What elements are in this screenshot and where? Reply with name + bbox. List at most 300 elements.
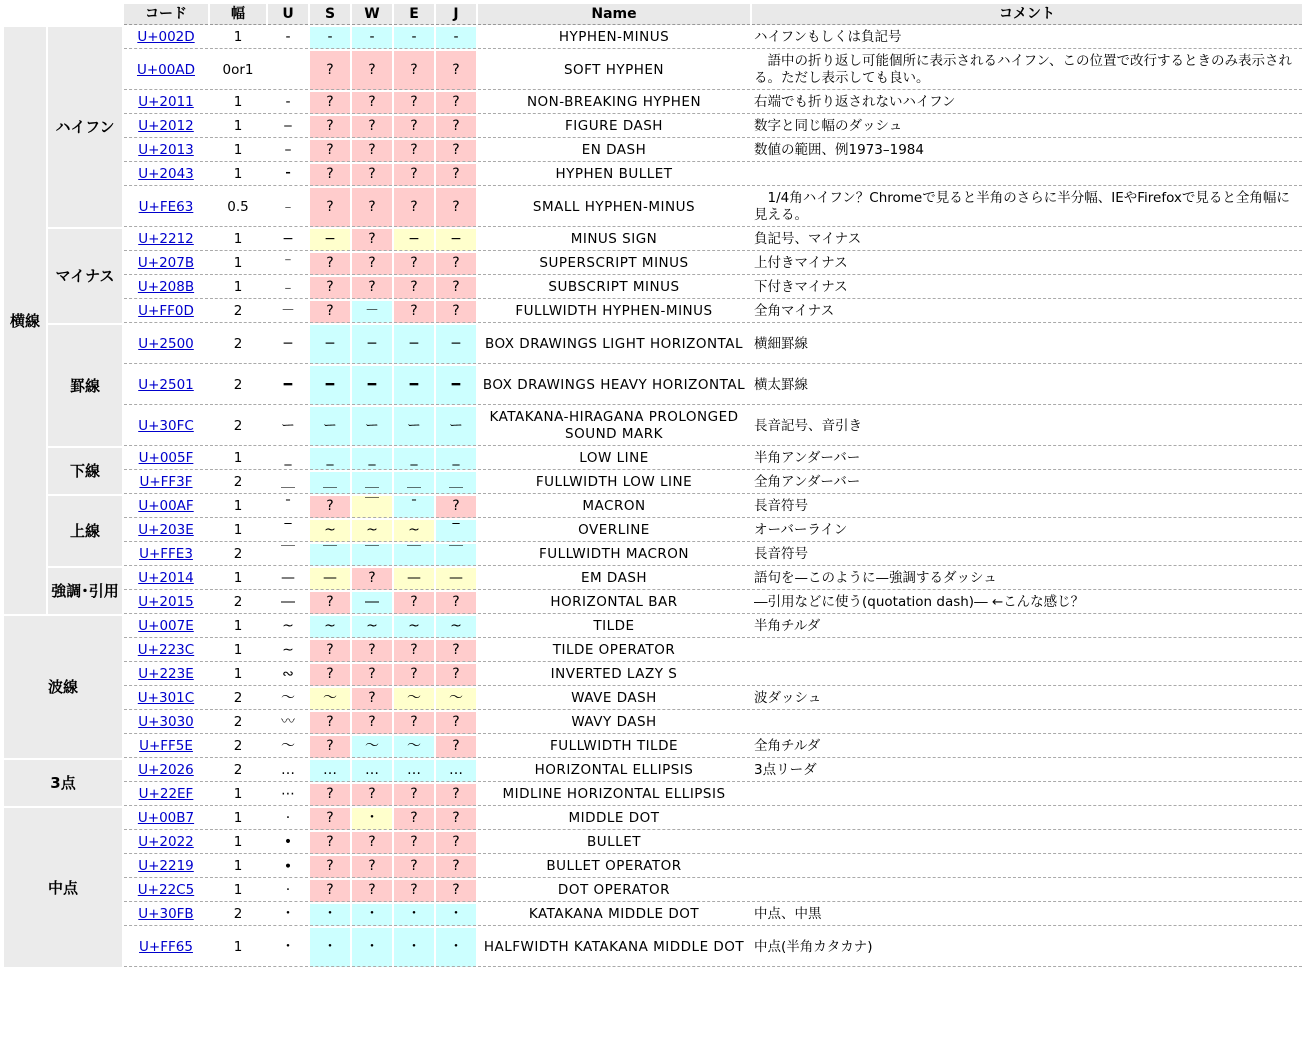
glyph-u: ￣ bbox=[268, 544, 308, 566]
table-row bbox=[4, 736, 1302, 758]
glyph-s: ? bbox=[310, 784, 350, 806]
glyph-w: ￣ bbox=[352, 544, 392, 566]
code-cell bbox=[124, 325, 208, 364]
table-row bbox=[4, 366, 1302, 405]
width-cell: 1 bbox=[210, 784, 266, 806]
glyph-j: ? bbox=[436, 808, 476, 830]
glyph-j: ? bbox=[436, 880, 476, 902]
glyph-e: ? bbox=[394, 164, 434, 186]
glyph-u: ― bbox=[268, 592, 308, 614]
comment-cell: 横太罫線 bbox=[752, 366, 1302, 405]
glyph-u: • bbox=[268, 832, 308, 854]
code-link[interactable]: U+2026 bbox=[138, 762, 194, 778]
char-name: BULLET OPERATOR bbox=[478, 856, 750, 878]
subgroup-label: ハイフン bbox=[48, 27, 122, 227]
glyph-e: 〜 bbox=[394, 688, 434, 710]
glyph-s: ･ bbox=[310, 928, 350, 967]
code-link[interactable]: U+2013 bbox=[138, 142, 194, 158]
glyph-j: ? bbox=[436, 496, 476, 518]
code-link[interactable]: U+30FB bbox=[138, 906, 194, 922]
comment-cell: 3点リーダ bbox=[752, 760, 1302, 782]
glyph-s: ? bbox=[310, 856, 350, 878]
glyph-u: ¯ bbox=[268, 496, 308, 518]
glyph-w: ￣ bbox=[352, 496, 392, 518]
glyph-u: ⁃ bbox=[268, 164, 308, 186]
width-cell: 1 bbox=[210, 140, 266, 162]
glyph-u: ～ bbox=[268, 736, 308, 758]
glyph-s: − bbox=[310, 229, 350, 251]
table-row bbox=[4, 472, 1302, 494]
subgroup-label: 罫線 bbox=[48, 325, 122, 446]
glyph-u: – bbox=[268, 140, 308, 162]
code-link[interactable]: U+FF5E bbox=[139, 738, 193, 754]
table-row bbox=[4, 808, 1302, 830]
glyph-j: … bbox=[436, 760, 476, 782]
table-row bbox=[4, 640, 1302, 662]
comment-cell: 波ダッシュ bbox=[752, 688, 1302, 710]
glyph-j: ? bbox=[436, 712, 476, 734]
width-cell: 2 bbox=[210, 407, 266, 446]
glyph-j: ? bbox=[436, 188, 476, 227]
header-width: 幅 bbox=[210, 4, 266, 25]
char-name: SUBSCRIPT MINUS bbox=[478, 277, 750, 299]
glyph-s: ? bbox=[310, 277, 350, 299]
glyph-s: ? bbox=[310, 116, 350, 138]
glyph-w: ? bbox=[352, 784, 392, 806]
glyph-e: ･ bbox=[394, 928, 434, 967]
code-cell bbox=[124, 592, 208, 614]
glyph-w: ? bbox=[352, 116, 392, 138]
header-row bbox=[4, 4, 1302, 25]
width-cell: 2 bbox=[210, 472, 266, 494]
code-cell bbox=[124, 51, 208, 90]
char-name: OVERLINE bbox=[478, 520, 750, 542]
glyph-u: ∙ bbox=[268, 856, 308, 878]
glyph-j: — bbox=[436, 568, 476, 590]
subgroup-label: マイナス bbox=[48, 229, 122, 323]
glyph-u bbox=[268, 51, 308, 90]
table-row bbox=[4, 712, 1302, 734]
glyph-j: ─ bbox=[436, 325, 476, 364]
glyph-w: ? bbox=[352, 568, 392, 590]
table-row bbox=[4, 448, 1302, 470]
code-link[interactable]: U+2015 bbox=[138, 594, 194, 610]
glyph-e: − bbox=[394, 229, 434, 251]
code-cell bbox=[124, 229, 208, 251]
table-row bbox=[4, 188, 1302, 227]
header-w: W bbox=[352, 4, 392, 25]
char-name: HORIZONTAL ELLIPSIS bbox=[478, 760, 750, 782]
code-link[interactable]: U+22C5 bbox=[137, 882, 195, 898]
comment-cell bbox=[752, 664, 1302, 686]
glyph-s: ? bbox=[310, 92, 350, 114]
table-row bbox=[4, 904, 1302, 926]
char-name: LOW LINE bbox=[478, 448, 750, 470]
code-cell bbox=[124, 116, 208, 138]
glyph-e: ? bbox=[394, 880, 434, 902]
comment-cell bbox=[752, 856, 1302, 878]
glyph-e: - bbox=[394, 27, 434, 49]
char-name: FIGURE DASH bbox=[478, 116, 750, 138]
group-label: 3点 bbox=[4, 760, 122, 806]
char-name: MACRON bbox=[478, 496, 750, 518]
comment-cell: 半角チルダ bbox=[752, 616, 1302, 638]
code-link[interactable]: U+FF3F bbox=[139, 474, 193, 490]
glyph-u: ∼ bbox=[268, 640, 308, 662]
table-row bbox=[4, 325, 1302, 364]
table-body bbox=[4, 27, 1302, 967]
glyph-s: 〜 bbox=[310, 688, 350, 710]
width-cell: 2 bbox=[210, 736, 266, 758]
table-row bbox=[4, 592, 1302, 614]
code-link[interactable]: U+2022 bbox=[138, 834, 194, 850]
glyph-w: ? bbox=[352, 140, 392, 162]
glyph-u: ‑ bbox=[268, 92, 308, 114]
width-cell: 1 bbox=[210, 808, 266, 830]
code-link[interactable]: U+2212 bbox=[138, 231, 194, 247]
code-link[interactable]: U+3030 bbox=[138, 714, 194, 730]
glyph-j: ・ bbox=[436, 904, 476, 926]
glyph-u: - bbox=[268, 27, 308, 49]
header-s: S bbox=[310, 4, 350, 25]
glyph-j: ? bbox=[436, 640, 476, 662]
glyph-w: ? bbox=[352, 92, 392, 114]
glyph-u: … bbox=[268, 760, 308, 782]
code-cell bbox=[124, 568, 208, 590]
glyph-j: - bbox=[436, 27, 476, 49]
glyph-e: ¯ bbox=[394, 496, 434, 518]
char-name: SMALL HYPHEN-MINUS bbox=[478, 188, 750, 227]
width-cell: 1 bbox=[210, 229, 266, 251]
glyph-j: ? bbox=[436, 784, 476, 806]
glyph-j: ? bbox=[436, 92, 476, 114]
glyph-s: ? bbox=[310, 496, 350, 518]
table-row bbox=[4, 51, 1302, 90]
code-link[interactable]: U+FE63 bbox=[138, 198, 194, 215]
glyph-u: ∾ bbox=[268, 664, 308, 686]
glyph-s: ? bbox=[310, 188, 350, 227]
code-link[interactable]: U+301C bbox=[137, 690, 195, 706]
code-cell bbox=[124, 904, 208, 926]
width-cell: 1 bbox=[210, 568, 266, 590]
code-link[interactable]: U+FFE3 bbox=[139, 546, 193, 562]
glyph-e: ? bbox=[394, 640, 434, 662]
glyph-w: ? bbox=[352, 712, 392, 734]
glyph-s: ー bbox=[310, 407, 350, 446]
glyph-s: ? bbox=[310, 832, 350, 854]
width-cell: 2 bbox=[210, 544, 266, 566]
subgroup-label: 強調･引用 bbox=[48, 568, 122, 614]
glyph-j: ━ bbox=[436, 366, 476, 405]
glyph-w: ー bbox=[352, 407, 392, 446]
code-cell bbox=[124, 520, 208, 542]
code-link[interactable]: U+2219 bbox=[138, 858, 194, 874]
code-cell bbox=[124, 664, 208, 686]
glyph-u: ⋅ bbox=[268, 880, 308, 902]
code-link[interactable]: U+00AF bbox=[138, 498, 194, 514]
code-link[interactable]: U+005F bbox=[138, 450, 194, 466]
code-cell bbox=[124, 164, 208, 186]
code-cell bbox=[124, 832, 208, 854]
width-cell: 1 bbox=[210, 448, 266, 470]
code-cell bbox=[124, 407, 208, 446]
comment-cell: 1/4角ハイフン？Chromeで見ると半角のさらに半分幅、IEやFirefoxで見ると全角幅に見える。 bbox=[752, 188, 1302, 227]
glyph-u: ━ bbox=[268, 366, 308, 405]
glyph-s: ? bbox=[310, 51, 350, 90]
glyph-s: ? bbox=[310, 736, 350, 758]
code-link[interactable]: U+2501 bbox=[138, 376, 194, 393]
glyph-e: ? bbox=[394, 856, 434, 878]
glyph-j: ー bbox=[436, 407, 476, 446]
width-cell: 1 bbox=[210, 880, 266, 902]
comment-cell: 右端でも折り返されないハイフン bbox=[752, 92, 1302, 114]
code-link[interactable]: U+007E bbox=[138, 618, 194, 634]
glyph-e: ～ bbox=[394, 736, 434, 758]
code-cell bbox=[124, 640, 208, 662]
table-row bbox=[4, 116, 1302, 138]
comment-cell: 語句を—このように—強調するダッシュ bbox=[752, 568, 1302, 590]
glyph-s: ￣ bbox=[310, 544, 350, 566]
char-name: FULLWIDTH MACRON bbox=[478, 544, 750, 566]
glyph-s: ・ bbox=[310, 904, 350, 926]
code-link[interactable]: U+FF65 bbox=[139, 938, 193, 955]
glyph-e: ? bbox=[394, 832, 434, 854]
char-name: MIDDLE DOT bbox=[478, 808, 750, 830]
glyph-s: ? bbox=[310, 712, 350, 734]
glyph-w: ? bbox=[352, 229, 392, 251]
comment-cell: 半角アンダーバー bbox=[752, 448, 1302, 470]
width-cell: 2 bbox=[210, 760, 266, 782]
width-cell: 1 bbox=[210, 164, 266, 186]
glyph-j: ￣ bbox=[436, 544, 476, 566]
code-link[interactable]: U+30FC bbox=[138, 417, 194, 434]
table-row bbox=[4, 496, 1302, 518]
char-name: HORIZONTAL BAR bbox=[478, 592, 750, 614]
glyph-u: ・ bbox=[268, 904, 308, 926]
glyph-e: ? bbox=[394, 664, 434, 686]
glyph-u: 〰 bbox=[268, 712, 308, 734]
table-row bbox=[4, 544, 1302, 566]
code-link[interactable]: U+22EF bbox=[138, 786, 194, 802]
glyph-u: − bbox=[268, 229, 308, 251]
comment-cell bbox=[752, 832, 1302, 854]
code-cell bbox=[124, 92, 208, 114]
char-name: INVERTED LAZY S bbox=[478, 664, 750, 686]
glyph-j: ? bbox=[436, 140, 476, 162]
char-name: FULLWIDTH TILDE bbox=[478, 736, 750, 758]
header-code: コード bbox=[124, 4, 208, 25]
glyph-w: ━ bbox=[352, 366, 392, 405]
glyph-w: ? bbox=[352, 832, 392, 854]
glyph-e: ー bbox=[394, 407, 434, 446]
glyph-w: ＿ bbox=[352, 472, 392, 494]
table-row bbox=[4, 784, 1302, 806]
code-cell bbox=[124, 253, 208, 275]
group-label: 波線 bbox=[4, 616, 122, 758]
char-name: EN DASH bbox=[478, 140, 750, 162]
glyph-u: ~ bbox=[268, 616, 308, 638]
code-link[interactable]: U+2500 bbox=[138, 335, 194, 352]
glyph-s: ─ bbox=[310, 325, 350, 364]
glyph-e: … bbox=[394, 760, 434, 782]
glyph-u: ﹣ bbox=[268, 188, 308, 227]
width-cell: 1 bbox=[210, 832, 266, 854]
char-name: HYPHEN BULLET bbox=[478, 164, 750, 186]
glyph-u: ＿ bbox=[268, 472, 308, 494]
width-cell: 1 bbox=[210, 27, 266, 49]
glyph-w: － bbox=[352, 301, 392, 323]
table-row bbox=[4, 856, 1302, 878]
char-name: SOFT HYPHEN bbox=[478, 51, 750, 90]
comment-cell bbox=[752, 784, 1302, 806]
glyph-s: ? bbox=[310, 592, 350, 614]
glyph-e: ? bbox=[394, 253, 434, 275]
glyph-w: ･ bbox=[352, 928, 392, 967]
code-cell bbox=[124, 448, 208, 470]
glyph-w: ? bbox=[352, 688, 392, 710]
glyph-w: ? bbox=[352, 164, 392, 186]
glyph-e: ━ bbox=[394, 366, 434, 405]
width-cell: 1 bbox=[210, 856, 266, 878]
char-name: WAVY DASH bbox=[478, 712, 750, 734]
glyph-j: ? bbox=[436, 51, 476, 90]
glyph-e: ￣ bbox=[394, 544, 434, 566]
glyph-j: ? bbox=[436, 253, 476, 275]
char-name: HALFWIDTH KATAKANA MIDDLE DOT bbox=[478, 928, 750, 967]
glyph-u: _ bbox=[268, 448, 308, 470]
glyph-e: ? bbox=[394, 301, 434, 323]
char-name: EM DASH bbox=[478, 568, 750, 590]
glyph-e: _ bbox=[394, 448, 434, 470]
code-cell bbox=[124, 856, 208, 878]
width-cell: 2 bbox=[210, 688, 266, 710]
comment-cell: 長音符号 bbox=[752, 544, 1302, 566]
glyph-w: ― bbox=[352, 592, 392, 614]
code-link[interactable]: U+00AD bbox=[136, 61, 195, 78]
glyph-w: _ bbox=[352, 448, 392, 470]
table-row bbox=[4, 301, 1302, 323]
code-cell bbox=[124, 472, 208, 494]
width-cell: 1 bbox=[210, 640, 266, 662]
code-link[interactable]: U+002D bbox=[137, 29, 195, 45]
glyph-u: ‾ bbox=[268, 520, 308, 542]
glyph-u: ⁻ bbox=[268, 253, 308, 275]
glyph-s: ~ bbox=[310, 616, 350, 638]
comment-cell: 数値の範囲、例1973–1984 bbox=[752, 140, 1302, 162]
code-cell bbox=[124, 736, 208, 758]
glyph-e: ? bbox=[394, 592, 434, 614]
code-link[interactable]: U+FF0D bbox=[138, 303, 194, 319]
glyph-s: ＿ bbox=[310, 472, 350, 494]
table-row bbox=[4, 277, 1302, 299]
header-blank bbox=[48, 4, 122, 25]
code-link[interactable]: U+00B7 bbox=[137, 810, 195, 826]
glyph-w: ･ bbox=[352, 808, 392, 830]
code-link[interactable]: U+208B bbox=[137, 279, 195, 295]
table-row bbox=[4, 92, 1302, 114]
comment-cell bbox=[752, 880, 1302, 902]
char-name: MIDLINE HORIZONTAL ELLIPSIS bbox=[478, 784, 750, 806]
header-u: U bbox=[268, 4, 308, 25]
glyph-e: ? bbox=[394, 140, 434, 162]
glyph-j: ? bbox=[436, 592, 476, 614]
char-name: KATAKANA MIDDLE DOT bbox=[478, 904, 750, 926]
glyph-w: ? bbox=[352, 51, 392, 90]
glyph-u: ─ bbox=[268, 325, 308, 364]
glyph-j: ? bbox=[436, 116, 476, 138]
char-name: FULLWIDTH LOW LINE bbox=[478, 472, 750, 494]
code-link[interactable]: U+203E bbox=[138, 522, 194, 538]
code-link[interactable]: U+207B bbox=[137, 255, 195, 271]
subgroup-label: 下線 bbox=[48, 448, 122, 494]
width-cell: 1 bbox=[210, 116, 266, 138]
comment-cell: 全角アンダーバー bbox=[752, 472, 1302, 494]
glyph-e: — bbox=[394, 568, 434, 590]
char-name: NON-BREAKING HYPHEN bbox=[478, 92, 750, 114]
glyph-j: ? bbox=[436, 301, 476, 323]
glyph-u: － bbox=[268, 301, 308, 323]
glyph-u: — bbox=[268, 568, 308, 590]
glyph-s: … bbox=[310, 760, 350, 782]
table-row bbox=[4, 616, 1302, 638]
glyph-u: ー bbox=[268, 407, 308, 446]
comment-cell bbox=[752, 164, 1302, 186]
glyph-j: ? bbox=[436, 736, 476, 758]
char-name: BOX DRAWINGS LIGHT HORIZONTAL bbox=[478, 325, 750, 364]
glyph-u: 〜 bbox=[268, 688, 308, 710]
glyph-j: 〜 bbox=[436, 688, 476, 710]
code-link[interactable]: U+2014 bbox=[138, 570, 194, 586]
code-link[interactable]: U+2012 bbox=[138, 118, 194, 134]
comment-cell bbox=[752, 712, 1302, 734]
code-link[interactable]: U+223E bbox=[138, 666, 194, 682]
glyph-u: ⋯ bbox=[268, 784, 308, 806]
comment-cell: 負記号、マイナス bbox=[752, 229, 1302, 251]
width-cell: 1 bbox=[210, 496, 266, 518]
glyph-e: ─ bbox=[394, 325, 434, 364]
table-row bbox=[4, 407, 1302, 446]
comment-cell: 全角チルダ bbox=[752, 736, 1302, 758]
glyph-e: ? bbox=[394, 188, 434, 227]
glyph-w: ・ bbox=[352, 904, 392, 926]
code-cell bbox=[124, 140, 208, 162]
glyph-s: ~ bbox=[310, 520, 350, 542]
comment-cell: 語中の折り返し可能個所に表示されるハイフン、この位置で改行するときのみ表示される。ただし表示しても良い。 bbox=[752, 51, 1302, 90]
glyph-e: ? bbox=[394, 51, 434, 90]
width-cell: 1 bbox=[210, 520, 266, 542]
unicode-dash-table bbox=[2, 2, 1304, 969]
glyph-e: ? bbox=[394, 277, 434, 299]
code-link[interactable]: U+2043 bbox=[138, 166, 194, 182]
code-link[interactable]: U+223C bbox=[137, 642, 195, 658]
char-name: DOT OPERATOR bbox=[478, 880, 750, 902]
glyph-w: ? bbox=[352, 188, 392, 227]
glyph-j: ~ bbox=[436, 616, 476, 638]
glyph-s: ? bbox=[310, 808, 350, 830]
comment-cell: 下付きマイナス bbox=[752, 277, 1302, 299]
code-cell bbox=[124, 688, 208, 710]
code-link[interactable]: U+2011 bbox=[138, 94, 194, 110]
glyph-s: ━ bbox=[310, 366, 350, 405]
comment-cell: オーバーライン bbox=[752, 520, 1302, 542]
glyph-w: ? bbox=[352, 640, 392, 662]
glyph-s: _ bbox=[310, 448, 350, 470]
char-name: MINUS SIGN bbox=[478, 229, 750, 251]
glyph-u: ₋ bbox=[268, 277, 308, 299]
code-cell bbox=[124, 366, 208, 405]
glyph-s: — bbox=[310, 568, 350, 590]
glyph-j: ? bbox=[436, 856, 476, 878]
